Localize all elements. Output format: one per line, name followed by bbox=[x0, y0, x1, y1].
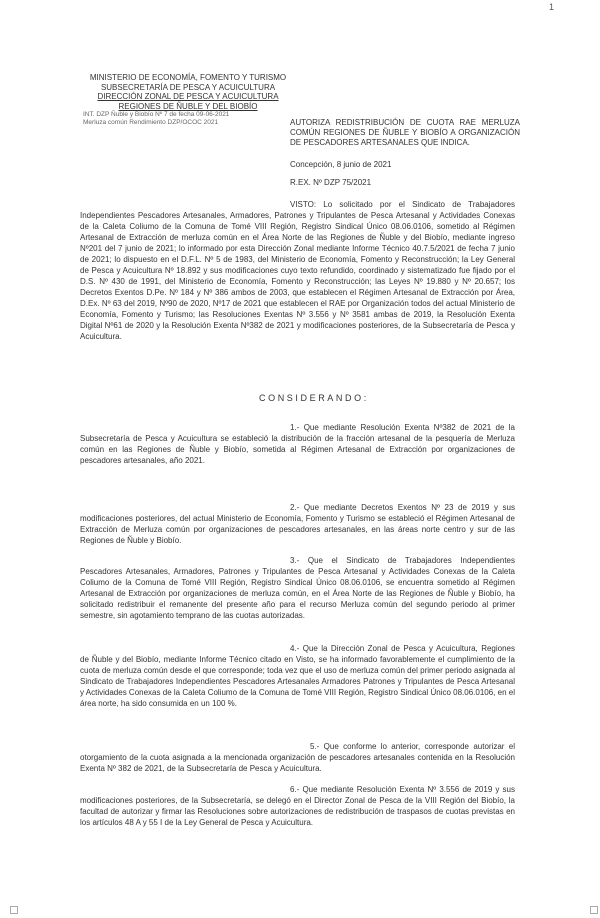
considerando-5: 5.- Que conforme lo anterior, corresponde autorizar el otorgamiento de la cuota asignada a la mencionada organización de pescadores artesanales contenida en la Resolución Exenta Nº 382 de 2021, de la Subsecretaría de Pesca y Acuicultura. bbox=[80, 742, 515, 773]
letterhead-reference-1: INT. DZP Ñuble y Biobío Nº 7 de fecha 09-06-2021 bbox=[83, 111, 230, 119]
letterhead-subsecretaria: SUBSECRETARÍA DE PESCA Y ACUICULTURA bbox=[100, 82, 276, 92]
considerando-6: 6.- Que mediante Resolución Exenta Nº 3.556 de 2019 y sus modificaciones posteriores, de la Subsecretaría, se delegó en el Director Zonal de Pesca de la VIII Región del Biobío, la facultad de autorizar y firmar las Resoluciones sobre autorizaciones de redistribución de traspasos de cuotas previstas en los artículos 48 A y 55 I de la Ley General de Pesca y Acuicultura. bbox=[80, 785, 515, 827]
considerando-2: 2.- Que mediante Decretos Exentos Nº 23 de 2019 y sus modificaciones posteriores, del actual Ministerio de Economía, Fomento y Turismo se estableció el Régimen Artesanal de Extracción de Merluza común por organizaciones de pescadores artesanales, en las áreas norte centro y sur de las Regiones de Ñuble y Biobío. bbox=[80, 503, 515, 545]
letterhead-regiones: REGIONES DE ÑUBLE Y DEL BIOBÍO bbox=[118, 101, 258, 111]
visto-paragraph: VISTO: Lo solicitado por el Sindicato de Trabajadores Independientes Pescadores Artesanales, Armadores, Patrones y Tripulantes de Pesca Artesanal y Actividades Conexas de la Caleta Coliumo de la Comuna de Tomé VIII Región, Registro Sindical Único 08.06.0106, sometido al Régimen Artesanal de Extracción de merluza común en el Área Norte de las Regiones de Ñuble y del Biobío, mediante ingreso Nº201 del 7 junio de 2021; lo informado por esta Dirección Zonal mediante Informe Técnico 40.7.5/2021 de fecha 7 junio de 2021; lo dispuesto en el D.F.L. Nº 5 de 1983, del Ministerio de Economía, Fomento y Reconstrucción; la Ley General de Pesca y Acuicultura Nº 18.892 y sus modificaciones cuyo texto refundido, coordinado y sistematizado fue fijado por el D.S. Nº 430 de 1991, del Ministerio de Economía, Fomento y Reconstrucción; las Leyes Nº 19.880 y Nº 20.657; los Decretos Exentos D.Pe. Nº 184 y Nº 386 ambos de 2003, que establecen el Régimen Artesanal de Extracción por Área, D.Ex. Nº 63 del 2019, Nº90 de 2020, Nº17 de 2021 que establecen el RAE por Organización todos del actual Ministerio de Economía, Fomento y Turismo; las Resoluciones Exentas Nº 3.556 y Nº 3581 ambas de 2019, la Resolución Exenta Digital Nº61 de 2020 y la Resolución Exenta Nº382 de 2021 y modificaciones posteriores, de la Subsecretaría de Pesca y Acuicultura. bbox=[80, 200, 515, 341]
considerando-4: 4.- Que la Dirección Zonal de Pesca y Acuicultura, Regiones de Ñuble y del Biobío, mediante Informe Técnico citado en Visto, se ha informado favorablemente el cumplimiento de la cuota de merluza común desde el que corresponde; toda vez que el uso de merluza común del primer periodo asignada al Sindicato de Trabajadores Independientes Pescadores Artesanales Armadores Patrones y Tripulantes de Pesca Artesanal y Actividades Conexas de la Caleta Coliumo de la Comuna de Tomé VIII Región, Registro Sindical Único 08.06.0106, en el área norte, ha sido consumida en un 100 %. bbox=[80, 644, 515, 708]
letterhead-ministry: MINISTERIO DE ECONOMÍA, FOMENTO Y TURISMO bbox=[89, 73, 287, 82]
document-date: Concepción, 8 junio de 2021 bbox=[290, 160, 392, 169]
considerando-3: 3.- Que el Sindicato de Trabajadores Independientes Pescadores Artesanales, Armadores, Patrones y Tripulantes de Pesca Artesanal y Actividades Conexas de la Caleta Coliumo de la Comuna de Tomé VIII Región, Registro Sindical Único 08.06.0106, se encuentra sometido al Régimen Artesanal de Extracción por organizaciones de merluza común, en el Área Norte de las Regiones de Ñuble y Biobío, ha solicitado redistribuir el remanente del presente año para el recurso Merluza común del segundo periodo al primer semestre, sin agotamiento temprano de las cuotas autorizadas. bbox=[80, 556, 515, 620]
document-title: AUTORIZA REDISTRIBUCIÓN DE CUOTA RAE MERLUZA COMÚN REGIONES DE ÑUBLE Y BIOBÍO A ORGANIZACIÓN DE PESCADORES ARTESANALES QUE INDICA. bbox=[290, 118, 520, 147]
page-number: 1 bbox=[548, 2, 554, 12]
considerando-1: 1.- Que mediante Resolución Exenta Nº382 de 2021 de la Subsecretaría de Pesca y Acuicultura se estableció la distribución de la fracción artesanal de la pesquería de Merluza común en las Regiones de Ñuble y Biobío, sometida al Régimen Artesanal de Extracción por organizaciones de pescadores artesanales, año 2021. bbox=[80, 423, 515, 465]
letterhead-direccion: DIRECCIÓN ZONAL DE PESCA Y ACUICULTURA bbox=[97, 92, 279, 102]
letterhead-reference-2: Merluza común Rendimiento DZP/OCOC 2021 bbox=[83, 119, 219, 127]
letterhead bbox=[83, 73, 293, 127]
considerando-heading: CONSIDERANDO: bbox=[259, 393, 369, 403]
resolution-number: R.EX. Nº DZP 75/2021 bbox=[290, 178, 372, 187]
